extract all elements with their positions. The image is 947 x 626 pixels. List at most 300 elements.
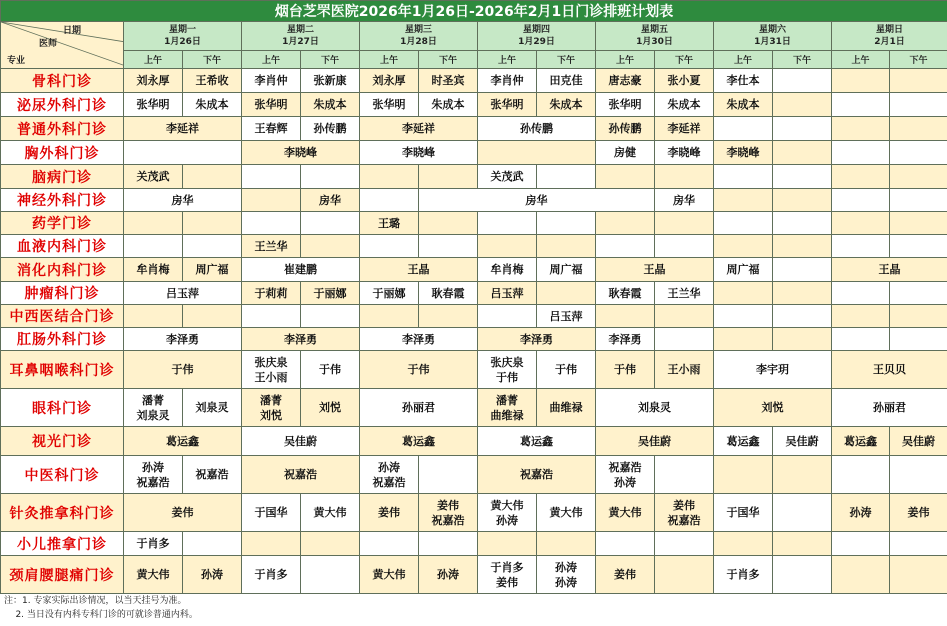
doctor-cell <box>596 556 655 594</box>
doctor-cell <box>301 189 360 212</box>
doctor-cell <box>242 282 301 305</box>
doctor-cell <box>124 141 242 165</box>
department-name: 药学门诊 <box>1 212 124 235</box>
doctor-name: 朱成本 <box>195 98 229 111</box>
doctor-cell <box>537 93 596 117</box>
doctor-cell <box>419 556 478 594</box>
doctor-name: 刘悦 <box>761 401 784 414</box>
doctor-name: 吴佳蔚 <box>638 434 671 448</box>
schedule-row <box>1 165 947 189</box>
am-header: 上午 <box>360 51 419 69</box>
doctor-cell <box>773 69 832 93</box>
doctor-cell <box>596 165 655 189</box>
doctor-cell <box>832 282 890 305</box>
am-header: 上午 <box>832 51 890 69</box>
doctor-cell <box>360 165 419 189</box>
doctor-cell <box>242 189 301 212</box>
doctor-cell <box>124 532 183 556</box>
doctor-cell <box>714 328 773 351</box>
doctor-cell <box>242 456 360 494</box>
footnote-1: 注：1. 专家实际出诊情况，以当天挂号为准。 <box>4 596 187 606</box>
doctor-cell <box>832 305 890 328</box>
doctor-name: 李肖仲 <box>490 74 524 87</box>
doctor-cell <box>773 456 832 494</box>
doctor-name: 潘菁 曲维禄 <box>490 393 524 422</box>
am-header: 上午 <box>242 51 301 69</box>
doctor-name: 耿春霞 <box>608 286 642 300</box>
doctor-name: 祝嘉浩 <box>520 468 553 481</box>
doctor-name: 张庆泉 王小雨 <box>254 355 288 384</box>
doctor-cell <box>478 212 537 235</box>
doctor-cell <box>478 258 537 282</box>
doctor-name: 刘悦 <box>319 401 341 414</box>
doctor-cell <box>124 235 183 258</box>
doctor-cell <box>301 282 360 305</box>
doctor-cell <box>714 556 773 594</box>
day-header <box>832 22 947 51</box>
doctor-cell <box>360 141 478 165</box>
doctor-cell <box>537 258 596 282</box>
doctor-cell <box>242 427 360 456</box>
doctor-cell <box>655 212 714 235</box>
doctor-name: 姜伟 <box>378 506 400 519</box>
am-header: 上午 <box>714 51 773 69</box>
department-name: 肿瘤科门诊 <box>1 282 124 305</box>
doctor-name: 张华明 <box>372 98 406 111</box>
doctor-cell <box>124 189 242 212</box>
department-name: 泌尿外科门诊 <box>1 93 124 117</box>
doctor-cell <box>537 494 596 532</box>
doctor-cell <box>183 235 242 258</box>
doctor-name: 于肖多 姜伟 <box>490 560 524 589</box>
doctor-name: 朱成本 <box>431 98 465 111</box>
doctor-name: 于伟 <box>319 363 341 376</box>
doctor-name: 王贝贝 <box>873 363 907 376</box>
doctor-name: 于国华 <box>254 506 288 519</box>
doctor-cell <box>301 389 360 427</box>
department-name: 普通外科门诊 <box>1 117 124 141</box>
doctor-cell <box>360 427 478 456</box>
doctor-name: 吕玉萍 <box>549 309 583 323</box>
schedule-row <box>1 305 947 328</box>
doctor-cell <box>890 235 947 258</box>
doctor-cell <box>242 351 301 389</box>
doctor-cell <box>890 532 947 556</box>
schedule-row <box>1 328 947 351</box>
doctor-cell <box>655 93 714 117</box>
doctor-cell <box>890 165 947 189</box>
doctor-cell <box>183 212 242 235</box>
doctor-cell <box>714 494 773 532</box>
doctor-cell <box>773 93 832 117</box>
doctor-name: 李晓峰 <box>667 146 701 159</box>
doctor-cell <box>832 212 890 235</box>
doctor-name: 李晓峰 <box>402 146 435 159</box>
doctor-name: 黄大伟 <box>372 568 406 581</box>
doctor-cell <box>478 165 537 189</box>
page-title: 烟台芝罘医院2026年1月26日-2026年2月1日门诊排班计划表 <box>1 1 947 22</box>
doctor-name: 时圣宾 <box>431 74 465 87</box>
doctor-cell <box>537 556 596 594</box>
doctor-cell <box>773 141 832 165</box>
doctor-name: 吴佳蔚 <box>785 434 819 448</box>
doctor-cell <box>832 235 890 258</box>
day-header <box>360 22 478 51</box>
doctor-name: 刘泉灵 <box>638 401 671 414</box>
doctor-name: 唐志豪 <box>608 74 642 87</box>
doctor-name: 周广福 <box>726 263 760 276</box>
doctor-name: 王晶 <box>878 263 901 276</box>
doctor-cell <box>655 282 714 305</box>
doctor-cell <box>655 328 714 351</box>
doctor-cell <box>596 494 655 532</box>
footnote-2: 2. 当日没有内科专科门诊的可就诊普通内科。 <box>4 610 198 620</box>
doctor-cell <box>419 494 478 532</box>
pm-header: 下午 <box>537 51 596 69</box>
doctor-cell <box>360 494 419 532</box>
doctor-cell <box>124 456 183 494</box>
doctor-cell <box>655 494 714 532</box>
doctor-cell <box>714 212 773 235</box>
doctor-cell <box>537 305 596 328</box>
doctor-cell <box>714 258 773 282</box>
doctor-cell <box>773 117 832 141</box>
department-name: 视光门诊 <box>1 427 124 456</box>
doctor-name: 房华 <box>525 193 548 207</box>
doctor-cell <box>124 93 183 117</box>
doctor-cell <box>773 165 832 189</box>
doctor-name: 于丽娜 <box>372 286 406 300</box>
doctor-cell <box>655 141 714 165</box>
doctor-name: 李肖仲 <box>254 74 288 87</box>
department-name: 小儿推拿门诊 <box>1 532 124 556</box>
doctor-cell <box>832 69 890 93</box>
doctor-cell <box>890 427 947 456</box>
schedule-row <box>1 556 947 594</box>
doctor-cell <box>124 117 242 141</box>
doctor-cell <box>124 328 242 351</box>
schedule-row <box>1 235 947 258</box>
doctor-cell <box>832 165 890 189</box>
doctor-name: 朱成本 <box>549 98 583 111</box>
doctor-cell <box>773 258 832 282</box>
doctor-cell <box>537 282 596 305</box>
doctor-cell <box>124 556 183 594</box>
doctor-cell <box>478 93 537 117</box>
doctor-cell <box>124 282 242 305</box>
doctor-name: 王兰华 <box>667 286 701 300</box>
doctor-name: 姜伟 <box>171 506 194 519</box>
doctor-cell <box>419 456 478 494</box>
doctor-cell <box>537 235 596 258</box>
am-header: 上午 <box>478 51 537 69</box>
doctor-cell <box>714 165 773 189</box>
doctor-cell <box>301 235 360 258</box>
doctor-cell <box>596 235 655 258</box>
doctor-cell <box>773 427 832 456</box>
doctor-cell <box>301 351 360 389</box>
doctor-cell <box>773 212 832 235</box>
doctor-name: 王兰华 <box>254 239 288 253</box>
doctor-cell <box>832 389 947 427</box>
doctor-cell <box>419 93 478 117</box>
doctor-name: 于伟 <box>171 363 194 376</box>
doctor-cell <box>301 305 360 328</box>
doctor-cell <box>478 117 596 141</box>
doctor-cell <box>655 235 714 258</box>
doctor-cell <box>242 141 360 165</box>
department-name: 胸外科门诊 <box>1 141 124 165</box>
doctor-cell <box>124 305 183 328</box>
doctor-cell <box>890 282 947 305</box>
doctor-cell <box>890 117 947 141</box>
doctor-cell <box>242 328 360 351</box>
doctor-name: 孙涛 祝嘉浩 <box>136 460 170 489</box>
doctor-cell <box>183 532 242 556</box>
doctor-name: 孙涛 <box>849 506 872 519</box>
doctor-cell <box>360 351 478 389</box>
doctor-cell <box>655 532 714 556</box>
doctor-name: 田克佳 <box>549 74 583 87</box>
doctor-cell <box>242 556 301 594</box>
doctor-cell <box>832 328 890 351</box>
department-name: 神经外科门诊 <box>1 189 124 212</box>
doctor-cell <box>478 69 537 93</box>
doctor-name: 孙传鹏 <box>313 122 347 135</box>
doctor-cell <box>537 389 596 427</box>
doctor-name: 张小夏 <box>667 74 701 87</box>
doctor-cell <box>890 69 947 93</box>
doctor-cell <box>832 258 947 282</box>
schedule-row <box>1 494 947 532</box>
doctor-cell <box>478 389 537 427</box>
doctor-name: 吴佳蔚 <box>284 434 317 448</box>
doctor-cell <box>301 556 360 594</box>
am-header: 上午 <box>124 51 183 69</box>
doctor-cell <box>242 117 301 141</box>
doctor-name: 于肖多 <box>254 568 288 581</box>
doctor-cell <box>478 141 596 165</box>
doctor-cell <box>890 93 947 117</box>
schedule-row <box>1 258 947 282</box>
doctor-cell <box>419 532 478 556</box>
doctor-cell <box>183 69 242 93</box>
department-name: 肛肠外科门诊 <box>1 328 124 351</box>
doctor-name: 于伟 <box>407 363 430 376</box>
doctor-cell <box>242 258 360 282</box>
doctor-cell <box>714 189 773 212</box>
corner-date-label: 日期 <box>63 26 82 36</box>
corner-specialty-label: 专业 <box>7 56 26 66</box>
date-label: 1月28日 <box>400 37 437 47</box>
doctor-cell <box>301 117 360 141</box>
doctor-name: 姜伟 <box>907 506 930 519</box>
doctor-cell <box>890 556 947 594</box>
doctor-cell <box>773 532 832 556</box>
day-header <box>124 22 242 51</box>
doctor-name: 祝嘉浩 <box>195 468 229 481</box>
doctor-cell <box>537 351 596 389</box>
doctor-cell <box>832 141 890 165</box>
doctor-name: 潘菁 刘悦 <box>260 393 282 422</box>
doctor-name: 李延祥 <box>166 122 199 135</box>
doctor-cell <box>419 189 655 212</box>
doctor-cell <box>714 235 773 258</box>
doctor-name: 张华明 <box>136 98 170 111</box>
doctor-name: 黄大伟 孙涛 <box>490 498 524 527</box>
schedule-row <box>1 427 947 456</box>
doctor-cell <box>360 282 419 305</box>
doctor-cell <box>124 351 242 389</box>
doctor-name: 崔建鹏 <box>284 263 317 276</box>
department-name: 血液内科门诊 <box>1 235 124 258</box>
doctor-cell <box>655 189 714 212</box>
day-header <box>596 22 714 51</box>
doctor-cell <box>419 69 478 93</box>
doctor-cell <box>832 556 890 594</box>
doctor-cell <box>714 389 832 427</box>
doctor-cell <box>773 235 832 258</box>
doctor-name: 孙传鹏 <box>608 122 642 135</box>
doctor-name: 孙传鹏 <box>520 122 553 135</box>
doctor-name: 吕玉萍 <box>490 286 524 300</box>
doctor-name: 王小雨 <box>667 363 701 376</box>
doctor-name: 牟肖梅 <box>136 263 170 276</box>
weekday-label: 星期四 <box>522 25 550 35</box>
pm-header: 下午 <box>890 51 947 69</box>
doctor-cell <box>124 427 242 456</box>
doctor-cell <box>360 69 419 93</box>
doctor-name: 刘永厚 <box>372 74 406 87</box>
doctor-name: 李泽勇 <box>166 332 199 346</box>
doctor-cell <box>124 389 183 427</box>
doctor-cell <box>242 165 301 189</box>
doctor-cell <box>773 494 832 532</box>
doctor-name: 曲维禄 <box>549 401 583 414</box>
doctor-cell <box>478 328 596 351</box>
am-header: 上午 <box>596 51 655 69</box>
doctor-cell <box>714 117 773 141</box>
doctor-cell <box>714 351 832 389</box>
doctor-cell <box>655 556 714 594</box>
doctor-cell <box>714 141 773 165</box>
doctor-name: 房华 <box>673 193 695 207</box>
doctor-name: 王希收 <box>195 74 229 87</box>
doctor-cell <box>301 69 360 93</box>
doctor-cell <box>478 456 596 494</box>
doctor-cell <box>419 165 478 189</box>
department-name: 中西医结合门诊 <box>1 305 124 328</box>
schedule-row <box>1 532 947 556</box>
date-label: 1月27日 <box>282 37 319 47</box>
department-name: 耳鼻咽喉科门诊 <box>1 351 124 389</box>
doctor-cell <box>360 556 419 594</box>
doctor-cell <box>773 282 832 305</box>
doctor-name: 于伟 <box>555 363 577 376</box>
doctor-cell <box>714 532 773 556</box>
doctor-cell <box>360 212 419 235</box>
doctor-cell <box>301 93 360 117</box>
department-name: 眼科门诊 <box>1 389 124 427</box>
doctor-name: 葛运鑫 <box>402 434 435 448</box>
doctor-name: 黄大伟 <box>136 568 170 581</box>
doctor-name: 吴佳蔚 <box>902 434 936 448</box>
doctor-cell <box>360 258 478 282</box>
doctor-cell <box>124 69 183 93</box>
doctor-cell <box>360 328 478 351</box>
schedule-row <box>1 389 947 427</box>
doctor-name: 孙涛 祝嘉浩 <box>372 460 406 489</box>
schedule-row <box>1 351 947 389</box>
doctor-cell <box>714 282 773 305</box>
weekday-label: 星期三 <box>404 25 432 35</box>
doctor-name: 张新康 <box>313 74 347 87</box>
doctor-cell <box>478 532 537 556</box>
doctor-cell <box>714 456 773 494</box>
doctor-name: 吕玉萍 <box>166 286 199 300</box>
doctor-name: 李延祥 <box>667 122 701 135</box>
doctor-name: 葛运鑫 <box>166 434 199 448</box>
doctor-cell <box>596 69 655 93</box>
doctor-cell <box>183 165 242 189</box>
doctor-name: 朱成本 <box>726 98 760 111</box>
doctor-cell <box>242 389 301 427</box>
doctor-cell <box>832 351 947 389</box>
weekday-label: 星期二 <box>286 25 314 35</box>
doctor-cell <box>832 456 890 494</box>
doctor-cell <box>832 532 890 556</box>
date-label: 1月26日 <box>164 37 201 47</box>
doctor-cell <box>360 117 478 141</box>
schedule-row <box>1 69 947 93</box>
doctor-name: 朱成本 <box>313 98 347 111</box>
doctor-cell <box>655 456 714 494</box>
doctor-cell <box>596 212 655 235</box>
doctor-cell <box>183 258 242 282</box>
doctor-name: 房华 <box>171 193 194 207</box>
schedule-row <box>1 212 947 235</box>
doctor-cell <box>832 494 890 532</box>
doctor-cell <box>596 427 714 456</box>
doctor-name: 周广福 <box>195 263 229 276</box>
doctor-name: 姜伟 <box>614 568 636 581</box>
doctor-cell <box>655 69 714 93</box>
doctor-name: 耿春霞 <box>431 286 465 300</box>
schedule-row <box>1 117 947 141</box>
doctor-cell <box>537 212 596 235</box>
doctor-name: 孙涛 <box>201 568 223 581</box>
doctor-name: 李晓峰 <box>726 146 760 159</box>
pm-header: 下午 <box>301 51 360 69</box>
day-header <box>242 22 360 51</box>
doctor-cell <box>183 305 242 328</box>
doctor-cell <box>360 235 419 258</box>
doctor-cell <box>301 212 360 235</box>
doctor-cell <box>478 494 537 532</box>
doctor-cell <box>124 212 183 235</box>
doctor-cell <box>301 494 360 532</box>
doctor-name: 王晶 <box>407 263 430 276</box>
doctor-name: 李晓峰 <box>284 146 317 159</box>
doctor-cell <box>124 165 183 189</box>
doctor-cell <box>242 494 301 532</box>
doctor-cell <box>360 456 419 494</box>
doctor-cell <box>596 532 655 556</box>
doctor-name: 于伟 <box>614 363 636 376</box>
doctor-cell <box>890 305 947 328</box>
doctor-name: 姜伟 祝嘉浩 <box>667 498 701 527</box>
doctor-cell <box>242 305 301 328</box>
